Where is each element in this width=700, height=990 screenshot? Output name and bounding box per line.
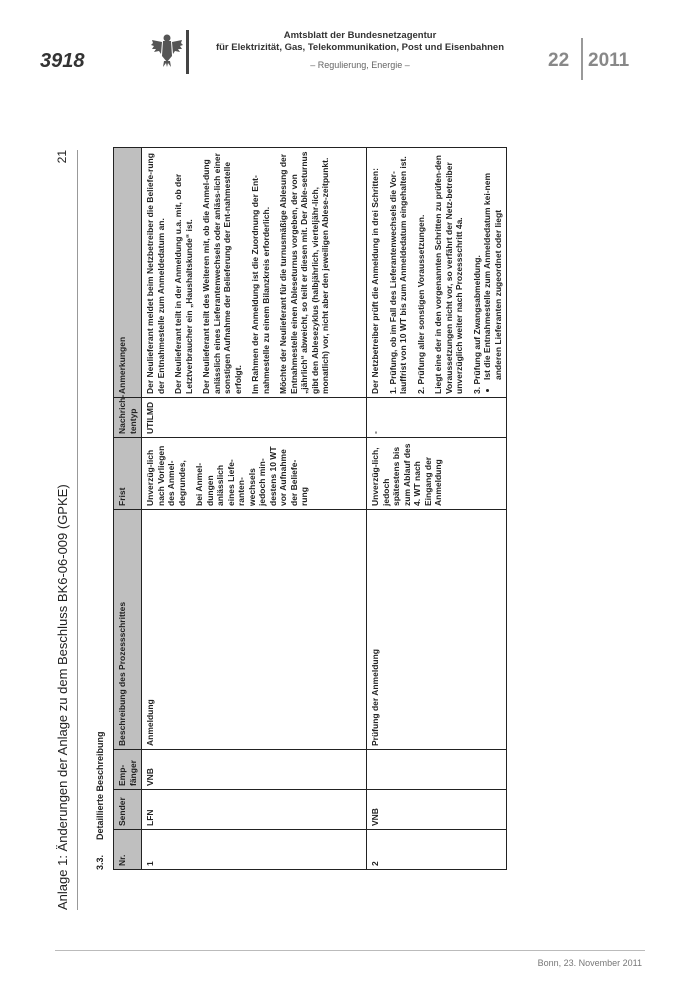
note-text: Liegt eine der in den vorgenannten Schritten zu prüfen-den Voraussetzungen nicht vor, so verfährt der Netz-betreiber unverzüglich weiter nach Prozessschritt 4a. <box>433 155 464 394</box>
table-header-row <box>114 148 142 870</box>
process-table <box>113 147 507 870</box>
header-anmerkungen: Anmerkungen <box>114 148 142 398</box>
journal-subtitle: – Regulierung, Energie – <box>310 60 410 70</box>
header-divider <box>186 30 189 74</box>
row-sender: LFN <box>142 790 367 830</box>
header-frist: Frist <box>114 438 142 510</box>
note-text: Möchte der Neulieferant für die turnusmäßige Ablesung der Entnahmestelle einen Ableseturnus vorgeben, der von „jährlich“ abweicht, so teilt er diesen mit. Der Able-seturnus gibt den Ablesezyklus (halbjährlich, vierteljähr-lich, monatlich) vor, nicht aber den jeweiligen Ablese-zeitpunkt. <box>278 151 330 394</box>
frist-text: Unverzüg-lich nach Vorliegen des Anmel-degrundes, <box>145 445 187 506</box>
header-beschreibung: Beschreibung des Prozessschrittes <box>114 510 142 750</box>
row-frist <box>142 438 367 510</box>
table-row <box>367 148 507 870</box>
note-text: Der Neulieferant teilt des Weiteren mit, ob die Anmel-dung anlässlich eines Lieferantenwechsels oder anläss-lich einer sonstigen Aufnahme der Belieferung der Ent-nahmestelle erfolgt. <box>201 153 243 394</box>
year-label: 2011 <box>588 50 630 71</box>
frist-text: bei Anmel-dungen anlässlich eines Liefe-ranten-wechsels jedoch min-destens 10 WT vor Aufnahme der Beliefe-rung <box>194 446 309 506</box>
row-nachrichtentyp: UTILMD <box>142 398 367 438</box>
note-subheading: 3. Prüfung auf Zwangsabmeldung. <box>471 255 482 394</box>
header-nr: Nr. <box>114 830 142 870</box>
row-empfaenger: VNB <box>142 750 367 790</box>
section-number: 3.3. <box>95 854 105 870</box>
note-text: 2. Prüfung aller sonstigen Voraussetzungen. <box>415 214 426 394</box>
note-text: Der Neulieferant teilt in der Anmeldung u.a. mit, ob der Letztverbraucher ein „Haushaltskunde“ ist. <box>173 173 194 394</box>
row-beschreibung: Anmeldung <box>142 510 367 750</box>
federal-eagle-icon <box>150 32 184 68</box>
note-text: 1. Prüfung, ob im Fall des Lieferantenwechsels die Vor-lauffrist von 10 WT bis zum Anmeldedatum eingehalten ist. <box>387 156 408 394</box>
title-divider <box>77 150 78 910</box>
rotated-content <box>55 150 630 910</box>
row-nr: 1 <box>142 830 367 870</box>
row-sender: VNB <box>367 790 507 830</box>
issue-divider <box>581 38 583 80</box>
note-text: Der Netzbetreiber prüft die Anmeldung in drei Schritten: <box>370 168 380 394</box>
note-bullet-list <box>482 151 503 394</box>
header-empfaenger: Emp-fänger <box>114 750 142 790</box>
issue-label: 22 <box>548 50 570 71</box>
page-title: Anlage 1: Änderungen der Anlage zu dem Beschluss BK6-06-009 (GPKE) <box>55 484 70 910</box>
section-heading <box>95 731 105 870</box>
header-sender: Sender <box>114 790 142 830</box>
row-anmerkungen <box>142 148 367 398</box>
page-number: 21 <box>55 150 69 164</box>
header-nachrichtentyp: Nachrich-tentyp <box>114 398 142 438</box>
footer-text: Bonn, 23. November 2011 <box>537 958 642 968</box>
row-nachrichtentyp: - <box>367 398 507 438</box>
row-beschreibung: Prüfung der Anmeldung <box>367 510 507 750</box>
journal-title-line1: Amtsblatt der Bundesnetzagentur <box>283 30 437 41</box>
row-frist: Unverzüg-lich, jedoch spätestens bis zum Ablauf des 4. WT nach Eingang der Anmeldung <box>367 438 507 510</box>
footer-divider <box>55 950 645 951</box>
issue-number: 3918 <box>40 50 85 72</box>
note-text: Im Rahmen der Anmeldung ist die Zuordnung der Ent-nahmestelle zu einem Bilanzkreis erforderlich. <box>250 175 271 394</box>
table-row <box>142 148 367 870</box>
note-text <box>472 151 483 394</box>
row-anmerkungen <box>367 148 507 398</box>
row-nr: 2 <box>367 830 507 870</box>
journal-title <box>200 30 520 54</box>
journal-title-line2: für Elektrizität, Gas, Telekommunikation, Post und Eisenbahnen <box>215 42 505 53</box>
note-text: Der Neulieferant meldet beim Netzbetreiber die Beliefe-rung der Entnahmestelle zum Anmeldedatum an. <box>145 153 166 394</box>
list-item: • Ist die Entnahmestelle zum Anmeldedatum kei-nem anderen Lieferanten zugeordnet oder liegt <box>482 151 503 380</box>
row-empfaenger <box>367 750 507 790</box>
section-title: Detaillierte Beschreibung <box>95 731 105 840</box>
